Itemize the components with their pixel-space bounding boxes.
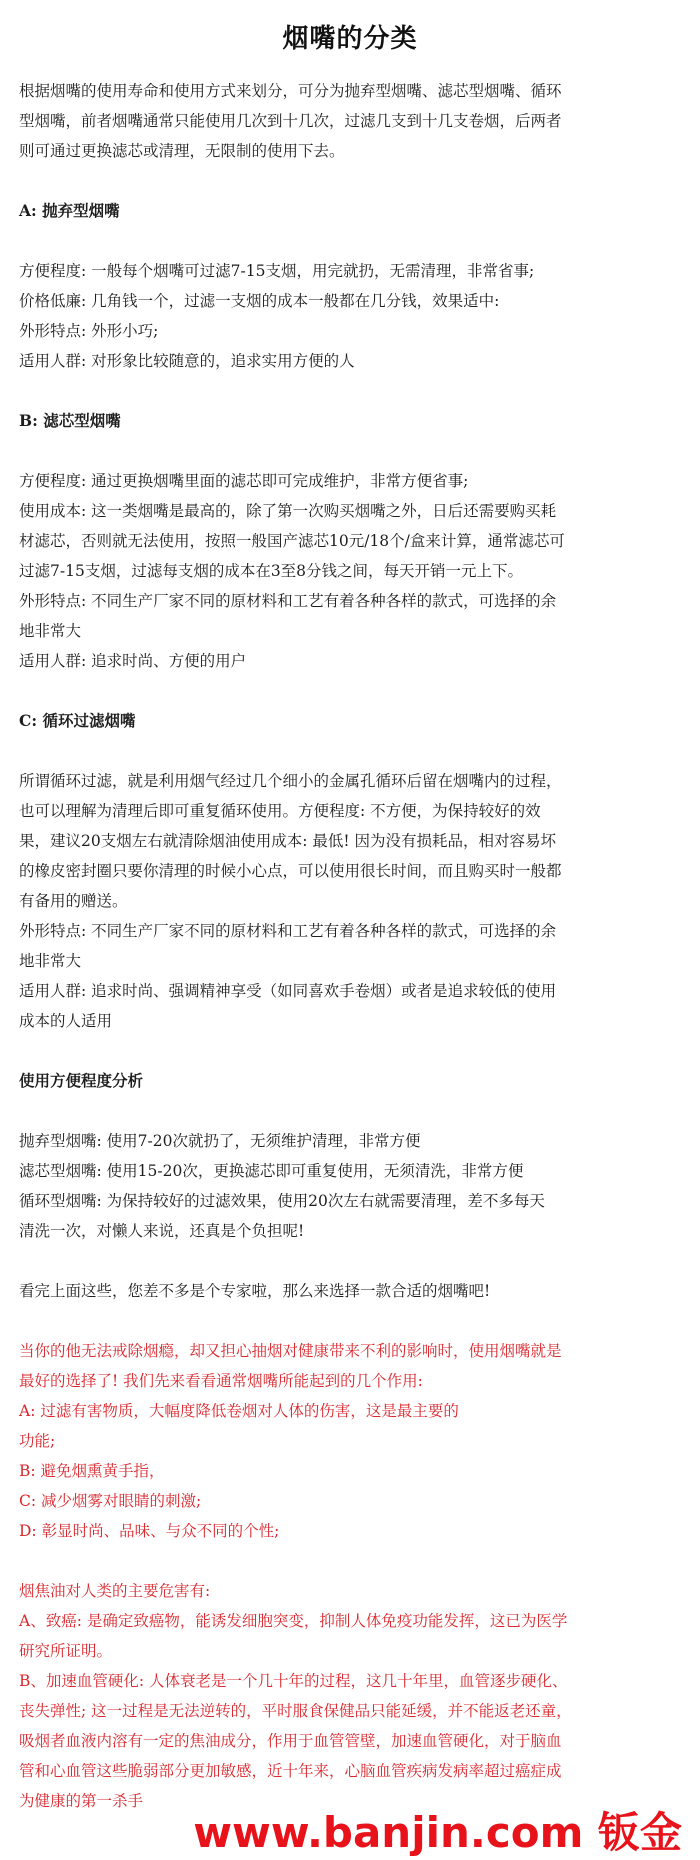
text-line: 外形特点: 不同生产厂家不同的原材料和工艺有着各种各样的款式，可选择的余 (19, 922, 557, 940)
text-line: 价格低廉: 几角钱一个，过滤一支烟的成本一般都在几分钱，效果适中: (19, 292, 500, 310)
red-text-line: 研究所证明。 (19, 1642, 113, 1660)
text-line: 根据烟嘴的使用寿命和使用方式来划分，可分为抛弃型烟嘴、滤芯型烟嘴、循环 (19, 82, 562, 100)
text-line: 材滤芯，否则就无法使用，按照一般国产滤芯10元/18个/盒来计算，通常滤芯可 (19, 532, 565, 550)
red-text-line: D: 彰显时尚、品味、与众不同的个性; (19, 1522, 280, 1540)
text-line: 所谓循环过滤，就是利用烟气经过几个细小的金属孔循环后留在烟嘴内的过程， (19, 772, 562, 790)
text-line: 成本的人适用 (19, 1012, 113, 1030)
site-watermark: www.banjin.com 钣金 (193, 1808, 682, 1857)
page-title: 烟嘴的分类 (282, 24, 418, 54)
red-text-line: A、致癌: 是确定致癌物，能诱发细胞突变，抑制人体免疫功能发挥，这已为医学 (19, 1612, 568, 1630)
red-text-line: 烟焦油对人类的主要危害有: (19, 1582, 211, 1600)
text-line: 清洗一次，对懒人来说，还真是个负担呢! (19, 1222, 305, 1240)
red-text-line: B、加速血管硬化: 人体衰老是一个几十年的过程，这几十年里，血管逐步硬化、 (19, 1672, 568, 1690)
text-line: 滤芯型烟嘴: 使用15-20次，更换滤芯即可重复使用，无须清洗，非常方便 (19, 1162, 524, 1180)
text-line: 地非常大 (19, 622, 82, 640)
section-disposable (19, 196, 684, 376)
section-heading: C: 循环过滤烟嘴 (19, 711, 136, 730)
section-heading: B: 滤芯型烟嘴 (19, 411, 121, 430)
red-text-line: 最好的选择了! 我们先来看看通常烟嘴所能起到的几个作用: (19, 1372, 423, 1390)
section-convenience-analysis (19, 1066, 684, 1246)
red-benefits-block (19, 1336, 684, 1546)
red-text-line: 为健康的第一杀手 (19, 1792, 144, 1810)
article-body (19, 76, 684, 1816)
text-line: 地非常大 (19, 952, 82, 970)
text-line: 的橡皮密封圈只要你清理的时候小心点，可以使用很长时间，而且购买时一般都 (19, 862, 562, 880)
section-filter-core (19, 406, 684, 676)
text-line: 型烟嘴，前者烟嘴通常只能使用几次到十几次，过滤几支到十几支卷烟，后两者 (19, 112, 562, 130)
red-hazards-block (19, 1576, 684, 1816)
section-heading: 使用方便程度分析 (19, 1071, 144, 1090)
text-line: 则可通过更换滤芯或清理，无限制的使用下去。 (19, 142, 345, 160)
text-line: 果，建议20支烟左右就清除烟油使用成本: 最低! 因为没有损耗品，相对容易坏 (19, 832, 557, 850)
text-line: 外形特点: 外形小巧; (19, 322, 159, 340)
text-line: 也可以理解为清理后即可重复循环使用。方便程度: 不方便，为保持较好的效 (19, 802, 541, 820)
text-line: 有备用的赠送。 (19, 892, 128, 910)
text-line: 方便程度: 一般每个烟嘴可过滤7-15支烟，用完就扔，无需清理，非常省事; (19, 262, 535, 280)
red-text-line: 吸烟者血液内溶有一定的焦油成分，作用于血管管壁，加速血管硬化，对于脑血 (19, 1732, 562, 1750)
intro-paragraph (19, 76, 684, 166)
text-line: 外形特点: 不同生产厂家不同的原材料和工艺有着各种各样的款式，可选择的余 (19, 592, 557, 610)
text-line: 过滤7-15支烟，过滤每支烟的成本在3至8分钱之间，每天开销一元上下。 (19, 562, 524, 580)
red-text-line: B: 避免烟熏黄手指， (19, 1462, 165, 1480)
red-text-line: 管和心血管这些脆弱部分更加敏感，近十年来，心脑血管疾病发病率超过癌症成 (19, 1762, 562, 1780)
red-text-line: A: 过滤有害物质，大幅度降低卷烟对人体的伤害，这是最主要的 (19, 1402, 459, 1420)
text-line: 适用人群: 追求时尚、方便的用户 (19, 652, 247, 670)
text-line: 方便程度: 通过更换烟嘴里面的滤芯即可完成维护，非常方便省事; (19, 472, 469, 490)
text-line: 循环型烟嘴: 为保持较好的过滤效果，使用20次左右就需要清理，差不多每天 (19, 1192, 545, 1210)
red-text-line: C: 减少烟雾对眼睛的刺激; (19, 1492, 202, 1510)
text-line: 使用成本: 这一类烟嘴是最高的，除了第一次购买烟嘴之外，日后还需要购买耗 (19, 502, 557, 520)
section-circulating (19, 706, 684, 1036)
text-line: 抛弃型烟嘴: 使用7-20次就扔了，无须维护清理，非常方便 (19, 1132, 421, 1150)
red-text-line: 功能; (19, 1432, 56, 1450)
text-line: 适用人群: 追求时尚、强调精神享受（如同喜欢手卷烟）或者是追求较低的使用 (19, 982, 557, 1000)
red-text-line: 当你的他无法戒除烟瘾，却又担心抽烟对健康带来不利的影响时，使用烟嘴就是 (19, 1342, 562, 1360)
conclusion-line: 看完上面这些，您差不多是个专家啦，那么来选择一款合适的烟嘴吧! (19, 1282, 491, 1300)
text-line: 适用人群: 对形象比较随意的，追求实用方便的人 (19, 352, 355, 370)
section-heading: A: 抛弃型烟嘴 (19, 201, 120, 220)
red-text-line: 丧失弹性; 这一过程是无法逆转的，平时服食保健品只能延缓，并不能返老还童， (19, 1702, 572, 1720)
